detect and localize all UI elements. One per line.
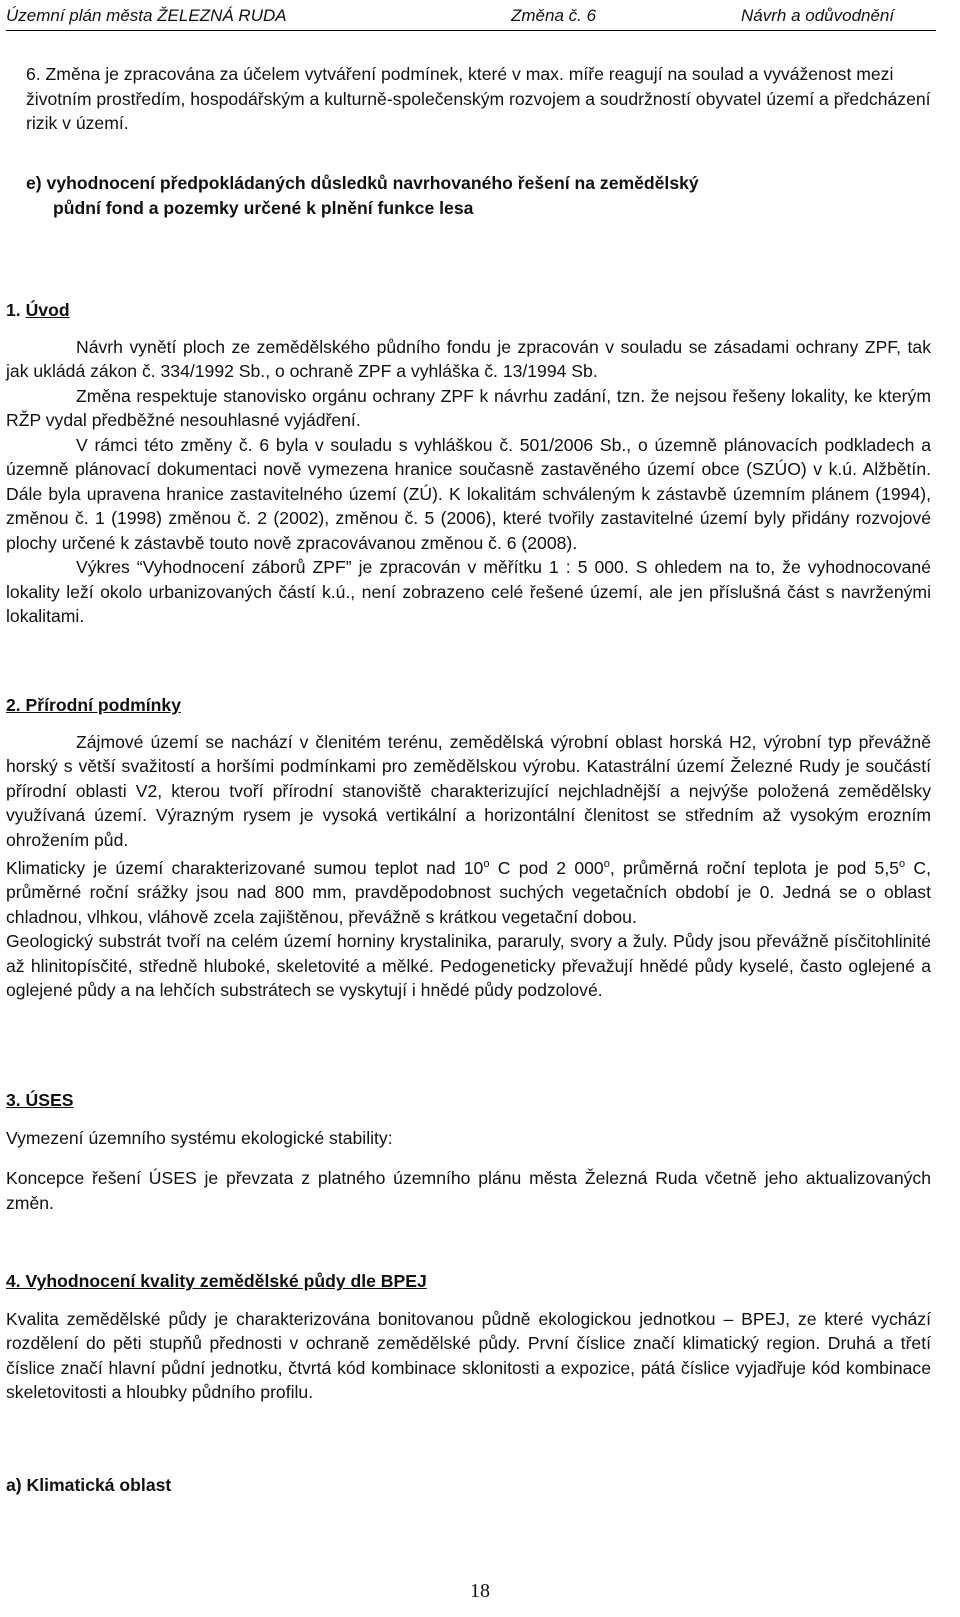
section-1-heading-text: Úvod [25, 300, 70, 320]
section-4 [6, 1269, 931, 1405]
intro-section [6, 62, 931, 136]
section-1-heading-number: 1. [6, 300, 21, 320]
climate-text-d: C, průměrné roční srážky jsou nad 800 mm, pravděpodobnost suchých vegetačních období je 0. Jedná se o oblast chladnou, vlhkou, vláhově zcela zajištěnou, převážně s krátkou vegetační dobou. [6, 857, 931, 927]
section-2-heading: 2. Přírodní podmínky [6, 695, 181, 715]
section-4-paragraph-1: Kvalita zemědělské půdy je charakterizována bonitovanou půdně ekologickou jednotkou – BPEJ, ze které vychází rozdělení do pěti stupňů přednosti v ochraně zemědělské půdy. První číslice značí klimatický region. Druhá a třetí číslice značí hlavní půdní jednotku, čtvrtá kód kombinace sklonitosti a expozice, pátá číslice vyjadřuje kód kombinace skeletovitosti a hloubky půdního profilu. [6, 1308, 931, 1402]
section-1 [6, 298, 931, 629]
section-1-paragraph-1: Návrh vynětí ploch ze zemědělského půdního fondu je zpracován v souladu se zásadami ochrany ZPF, tak jak ukládá zákon č. 334/1992 Sb., o ochraně ZPF a vyhláška č. 13/1994 Sb. [6, 336, 931, 381]
degree-sign-3: o [899, 858, 906, 870]
section-e-title [6, 171, 931, 220]
section-e-title-line2: půdní fond a pozemky určené k plnění funkce lesa [53, 197, 474, 218]
section-2 [6, 693, 931, 1003]
section-1-paragraph-2: Změna respektuje stanovisko orgánu ochrany ZPF k návrhu zadání, tzn. že nejsou řešeny lokality, ke kterým RŽP vydal předběžné nesouhlasné vyjádření. [6, 385, 931, 430]
degree-sign-2: o [603, 858, 610, 870]
climate-text-a: Klimaticky je území charakterizované sumou teplot nad 10 [6, 857, 484, 878]
climate-text-c: , průměrná roční teplota je pod 5,5 [609, 857, 899, 878]
section-e-title-line1: e) vyhodnocení předpokládaných důsledků navrhovaného řešení na zemědělský [26, 173, 699, 193]
intro-paragraph: 6. Změna je zpracována za účelem vytváření podmínek, které v max. míře reagují na soulad a vyváženost mezi životním prostředím, hospodářským a kulturně-společenským rozvojem a soudržností obyvatel území a předcházení rizik v území. [26, 64, 931, 133]
degree-sign-1: o [483, 858, 490, 870]
section-3-paragraph-2: Koncepce řešení ÚSES je převzata z platného územního plánu města Železná Ruda včetně jeho aktualizovaných změn. [6, 1168, 931, 1213]
section-2-paragraph-1: Zájmové území se nachází v členitém terénu, zemědělská výrobní oblast horská H2, výrobní typ převážně horský s větší svažitostí a horšími podmínkami pro zemědělskou výrobu. Katastrální území Železné Rudy je součástí přírodní oblasti V2, kterou tvoří přírodní stanoviště charakterizující nejchladnější a nejvýše položená zemědělsky využívaná území. Výrazným rysem je vysoká vertikální a horizontální členitost se středním až vysokým erozním ohrožením půd. [6, 731, 931, 850]
section-3-heading: 3. ÚSES [6, 1090, 74, 1110]
section-2-paragraph-2 [6, 852, 931, 929]
section-1-paragraph-3: V rámci této změny č. 6 byla v souladu s vyhláškou č. 501/2006 Sb., o územně plánovacích podkladech a územně plánovací dokumentaci nově vymezena hranice současně zastavěného území obce (SZÚO) v k.ú. Alžbětín. Dále byla upravena hranice zastavitelného území (ZÚ). K lokalitám schváleným k zástavbě územním plánem (1994), změnou č. 1 (1998) změnou č. 2 (2002), změnou č. 5 (2006), které tvořily zastavitelné území byly přidány rozvojové plochy určené k zástavbě touto nově zpracovávanou změnou č. 6 (2008). [6, 434, 931, 553]
header-section-label: Návrh a odůvodnění [741, 6, 895, 25]
section-1-heading [6, 298, 931, 323]
header-document-title: Územní plán města ŽELEZNÁ RUDA [6, 6, 287, 25]
section-1-paragraph-4: Výkres “Vyhodnocení záborů ZPF” je zpracován v měřítku 1 : 5 000. S ohledem na to, že vyhodnocované lokality leží okolo urbanizovaných částí k.ú., není zobrazeno celé řešené území, ale jen příslušná část s navrženými lokalitami. [6, 557, 931, 626]
page-header [6, 4, 936, 31]
section-4-heading: 4. Vyhodnocení kvality zemědělské půdy dle BPEJ [6, 1271, 427, 1291]
page-number: 18 [470, 1580, 490, 1602]
section-2-paragraph-3: Geologický substrát tvoří na celém území horniny krystalinika, pararuly, svory a žuly. Půdy jsou převážně písčitohlinité až hlinitopísčité, středně hluboké, skeletovité a mělké. Pedogeneticky převažují hnědé půdy kyselé, často oglejené a oglejené půdy a na lehčích substrátech se vyskytují i hnědé půdy podzolové. [6, 931, 931, 1001]
section-3-paragraph-1: Vymezení územního systému ekologické stability: [6, 1127, 393, 1148]
climate-text-b: C pod 2 000 [489, 857, 604, 878]
section-5 [6, 1473, 931, 1498]
header-change-number: Změna č. 6 [511, 6, 597, 25]
section-3 [6, 1088, 931, 1215]
section-5-heading: a) Klimatická oblast [6, 1475, 172, 1495]
